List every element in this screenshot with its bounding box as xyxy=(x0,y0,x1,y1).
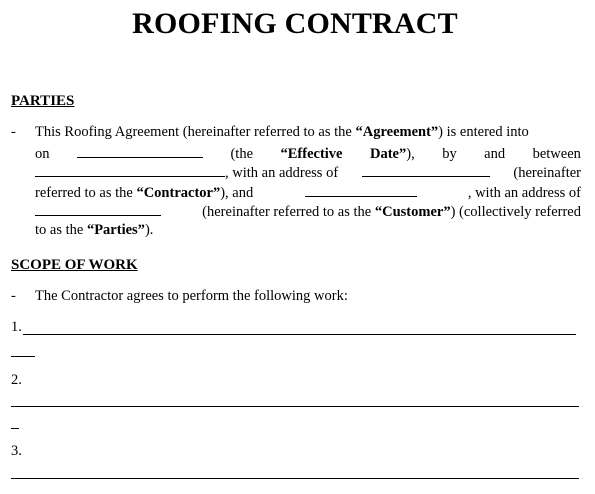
customer-name-blank[interactable] xyxy=(305,182,417,197)
work-item-2-line[interactable] xyxy=(11,406,579,407)
document-title: ROOFING CONTRACT xyxy=(132,7,458,40)
term-date: Date” xyxy=(369,145,407,162)
parties-paragraph xyxy=(35,123,581,241)
work-item-1-line-continued[interactable] xyxy=(11,356,35,357)
scope-paragraph: The Contractor agrees to perform the following work: xyxy=(35,288,348,304)
work-item-2-line-continued[interactable] xyxy=(11,428,19,429)
parties-line-3: , with an address of (hereinafter xyxy=(35,162,581,182)
contractor-name-blank[interactable] xyxy=(35,162,225,177)
section-heading-scope-of-work: SCOPE OF WORK xyxy=(11,257,138,273)
term-parties: “Parties” xyxy=(86,221,145,238)
parties-line-5: (hereinafter referred to as the “Customer”) (collectively referred xyxy=(35,201,581,221)
work-item-number-1: 1. xyxy=(11,319,22,335)
bullet-scope: - xyxy=(11,288,16,304)
term-contractor: “Contractor” xyxy=(136,184,221,201)
term-agreement: “Agreement” xyxy=(355,124,439,140)
bullet-parties: - xyxy=(11,124,16,140)
work-item-number-2: 2. xyxy=(11,372,22,388)
effective-date-blank[interactable] xyxy=(77,143,203,158)
work-item-3-line[interactable] xyxy=(11,478,579,479)
parties-line-2: on (the “Effective Date”), by and between xyxy=(35,143,581,163)
customer-address-blank[interactable] xyxy=(35,201,161,216)
work-item-number-3: 3. xyxy=(11,443,22,459)
term-customer: “Customer” xyxy=(374,204,451,221)
contractor-address-blank[interactable] xyxy=(362,162,490,177)
parties-line-6: to as the “Parties”). xyxy=(35,221,154,238)
parties-line-4: referred to as the “Contractor”), and , with an address of xyxy=(35,182,581,202)
parties-line-1: This Roofing Agreement (hereinafter referred to as the “Agreement”) is entered into xyxy=(35,124,529,140)
work-item-1-line[interactable] xyxy=(23,334,576,335)
section-heading-parties: PARTIES xyxy=(11,93,75,109)
term-effective: “Effective xyxy=(280,145,343,162)
